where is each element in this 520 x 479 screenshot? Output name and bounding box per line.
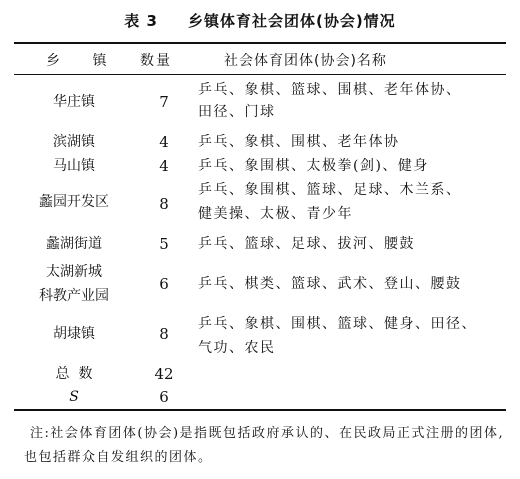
town-name: 科教产业园 <box>39 288 109 304</box>
table-title: 乡镇体育社会团体(协会)情况 <box>187 12 396 30</box>
table-number: 表 3 <box>124 12 158 30</box>
org-names-line: 乒乓、棋类、篮球、武术、登山、腰鼓 <box>198 276 462 292</box>
org-names-line: 乒乓、象围棋、太极拳(剑)、健身 <box>198 158 429 174</box>
org-names-line: 健美操、太极、青少年 <box>198 206 353 222</box>
org-names-line: 乒乓、篮球、足球、拔河、腰鼓 <box>198 236 415 252</box>
org-count: 4 <box>159 133 169 151</box>
org-names-line: 乒乓、象围棋、篮球、足球、木兰系、 <box>198 182 462 198</box>
town-name: 滨湖镇 <box>53 134 95 150</box>
org-count: 8 <box>159 195 169 213</box>
org-count: 5 <box>159 235 169 253</box>
org-names-line: 乒乓、象棋、围棋、篮球、健身、田径、 <box>198 316 477 332</box>
org-names-line: 气功、农民 <box>198 340 276 356</box>
header-orgs: 社会体育团体(协会)名称 <box>224 53 387 69</box>
org-count: 6 <box>159 275 169 293</box>
header-rule <box>14 74 506 75</box>
org-count: 4 <box>159 157 169 175</box>
bottom-rule <box>14 409 506 411</box>
table-note: 注:社会体育团体(协会)是指既包括政府承认的、在民政局正式注册的团体,也包括群众自发组织的团体。 <box>24 426 505 465</box>
town-name: 华庄镇 <box>53 94 95 110</box>
town-name: 蠡湖街道 <box>46 236 102 252</box>
org-count: 7 <box>159 93 169 111</box>
top-rule <box>14 42 506 44</box>
header-town: 乡 镇 <box>46 53 121 69</box>
org-names-line: 田径、门球 <box>198 104 276 120</box>
org-count: 8 <box>159 325 169 343</box>
org-names-line: 乒乓、象棋、篮球、围棋、老年体协、 <box>198 82 462 98</box>
table-caption <box>0 10 520 31</box>
s-label: S <box>69 389 79 405</box>
header-count: 数量 <box>140 53 172 69</box>
total-label: 总 数 <box>55 366 93 382</box>
total-count: 42 <box>154 365 174 383</box>
town-name: 马山镇 <box>53 158 95 174</box>
town-name: 蠡园开发区 <box>39 194 109 210</box>
s-count: 6 <box>159 388 169 406</box>
org-names-line: 乒乓、象棋、围棋、老年体协 <box>198 134 400 150</box>
town-name: 太湖新城 <box>46 264 102 280</box>
town-name: 胡埭镇 <box>53 326 95 342</box>
